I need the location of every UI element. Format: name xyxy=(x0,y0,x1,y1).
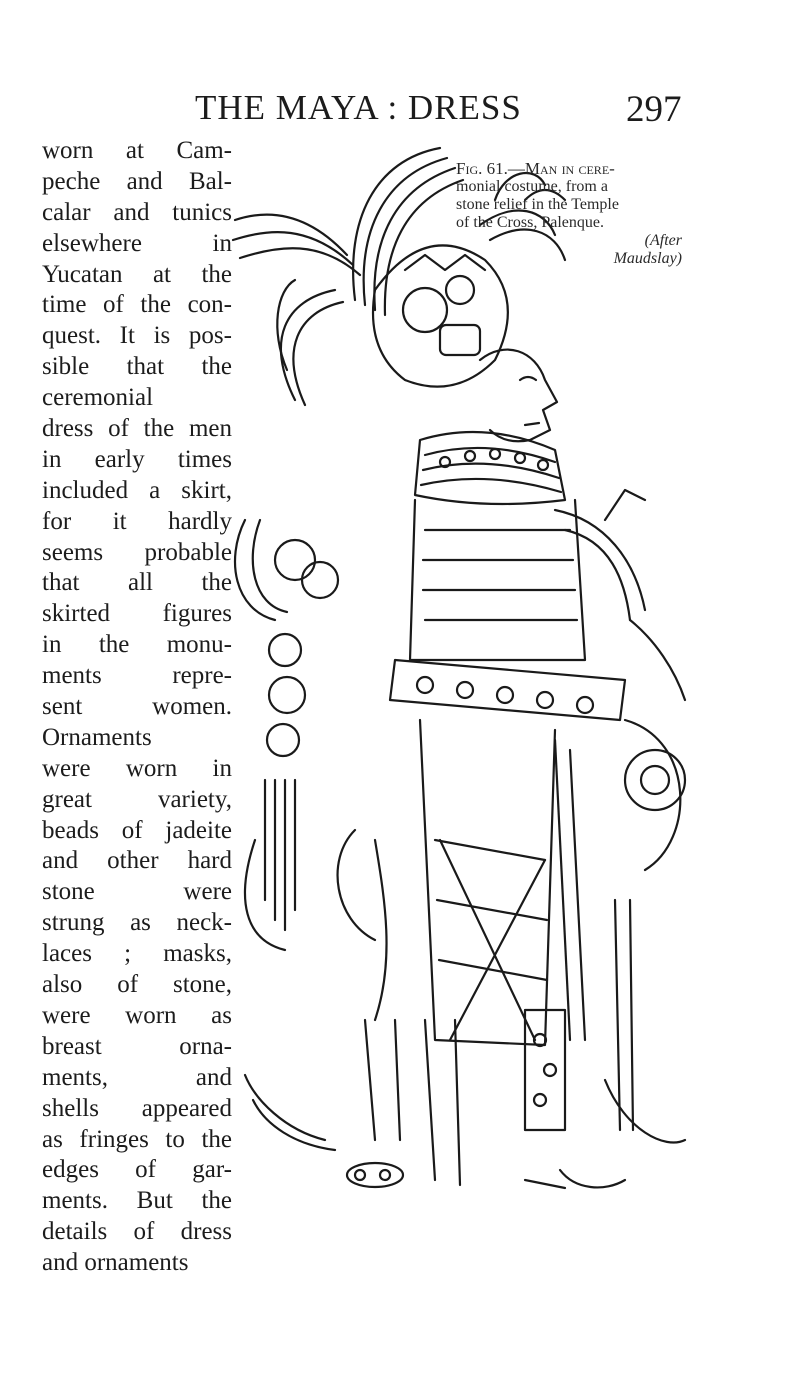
headdress-plumes xyxy=(233,148,463,405)
body-line: ceremonial xyxy=(42,384,154,412)
body-text xyxy=(42,136,232,1279)
body-line: beads of jadeite xyxy=(42,816,232,844)
body-line: seems probable xyxy=(42,538,232,566)
body-line: for it hardly xyxy=(42,507,232,535)
body-line: skirted figures xyxy=(42,600,232,628)
caption-line: of the Cross, Palenque. xyxy=(456,214,604,231)
body-line: ments. But the xyxy=(42,1187,232,1215)
belt xyxy=(390,660,625,720)
body-line: quest. It is pos- xyxy=(42,322,232,350)
caption-line: monial costume, from a xyxy=(456,178,608,195)
maya-figure-illustration xyxy=(225,140,695,1200)
caption-credit: Maudslay) xyxy=(613,250,682,267)
torso xyxy=(410,500,585,660)
body-line: and ornaments xyxy=(42,1249,189,1277)
collar xyxy=(415,432,565,504)
body-line: sible that the xyxy=(42,353,232,381)
caption-credit: (After xyxy=(644,232,682,249)
body-line: Ornaments xyxy=(42,723,152,751)
page-number: 297 xyxy=(626,89,682,130)
body-line: as fringes to the xyxy=(42,1125,232,1153)
running-title: THE MAYA : DRESS xyxy=(195,88,522,127)
maya-figure-drawing xyxy=(225,140,695,1200)
running-head xyxy=(0,88,800,138)
body-line: ments repre- xyxy=(42,662,232,690)
body-line: stone were xyxy=(42,878,232,906)
body-line: details of dress xyxy=(42,1218,232,1246)
body-line: Yucatan at the xyxy=(42,260,232,288)
skirt xyxy=(420,720,585,1130)
body-line: included a skirt, xyxy=(42,476,232,504)
body-line: in early times xyxy=(42,445,232,473)
back-ornaments xyxy=(235,520,338,950)
body-line: strung as neck- xyxy=(42,909,232,937)
caption-line: stone relief in the Temple xyxy=(456,196,619,213)
body-line: time of the con- xyxy=(42,291,232,319)
body-line: great variety, xyxy=(42,785,232,813)
body-line: dress of the men xyxy=(42,415,232,443)
body-line: and other hard xyxy=(42,847,232,875)
body-line: calar and tunics xyxy=(42,198,232,226)
body-line: worn at Cam- xyxy=(42,137,232,164)
body-line: in the monu- xyxy=(42,631,232,659)
body-line: peche and Bal- xyxy=(42,167,232,195)
body-line: were worn as xyxy=(42,1001,232,1029)
body-line: also of stone, xyxy=(42,971,232,999)
body-line: ments, and xyxy=(42,1063,232,1091)
figure-caption xyxy=(456,160,688,268)
body-line: sent women. xyxy=(42,693,232,721)
body-line: breast orna- xyxy=(42,1032,232,1060)
body-line: shells appeared xyxy=(42,1094,232,1122)
body-line: laces ; masks, xyxy=(42,940,232,968)
body-line: were worn in xyxy=(42,754,232,782)
body-line: that all the xyxy=(42,569,232,597)
body-line: elsewhere in xyxy=(42,229,232,257)
body-line: edges of gar- xyxy=(42,1156,232,1184)
caption-line: Fig. 61.—Man in cere- xyxy=(456,159,615,178)
